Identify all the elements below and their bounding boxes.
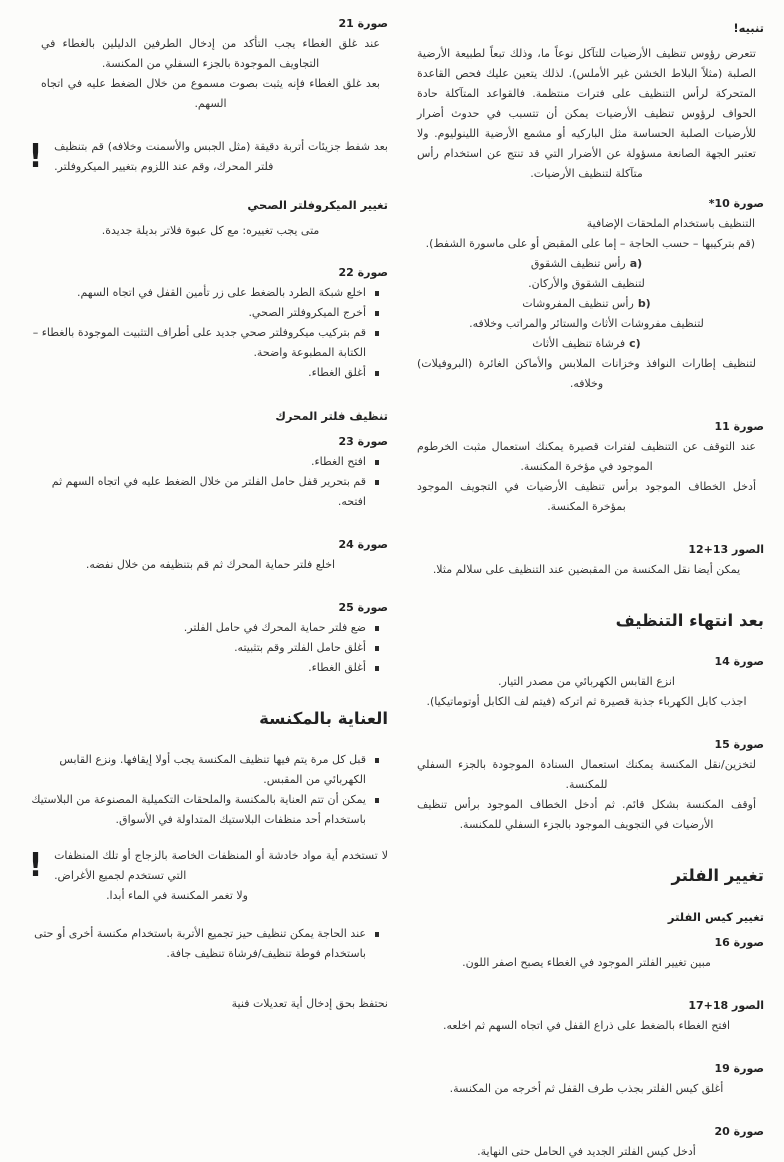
body-paragraph: تتعرض رؤوس تنظيف الأرضيات للتآكل نوعاً ما، وذلك تبعاً لطبيعة الأرضية الصلبة (مثلاً البلاط الخشن غير الأملس). لذلك يتعين عليك فحص القاعدة المتحركة لرأس التنظيف على فترات منتظمة. فالقواعد المتآكلة حادة الحواف لرؤوس تنظيف الأرضيات يمكن أن تتسبب في حدوث أضرار للأرضيات الصلبة الحساسة مثل الباركيه أو مشمع الأرضية اللينوليوم. ولا تعتبر الجهة الصانعة مسؤولة عن الأضرار التي قد تنتج عن استخدام رأس متآكلة لتنظيف الأرضيات. <box>417 47 756 180</box>
accessory-title: رأس تنظيف الشقوق <box>530 257 626 270</box>
warning-text <box>54 846 388 906</box>
figure-paragraph: أدخل الخطاف الموجود برأس تنظيف الأرضيات في التجويف الموجود بمؤخرة المكنسة. <box>417 480 756 513</box>
footer-note: نحتفظ بحق إدخال أية تعديلات فنية <box>231 997 388 1010</box>
figure-section <box>404 933 764 973</box>
warning-note <box>28 137 388 177</box>
figure-label: صورة 16 <box>714 936 764 949</box>
figure-section <box>404 540 764 580</box>
figure-label: صورة 19 <box>714 1062 764 1075</box>
accessory-item <box>404 294 764 314</box>
figure-paragraph: أوقف المكنسة بشكل قائم. ثم أدخل الخطاف الموجود برأس تنظيف الأرضيات في التجويف الموجود بالجزء السفلي للمكنسة. <box>417 798 756 831</box>
figure-label: صورة 14 <box>714 655 764 668</box>
subsection-heading: تغيير كيس الفلتر <box>667 910 764 924</box>
figure-intro-line: التنظيف باستخدام الملحقات الإضافية <box>586 217 755 230</box>
bullet-item: عند الحاجة يمكن تنظيف حيز تجميع الأتربة باستخدام مكنسة أخرى أو حتى باستخدام فوطة تنظيف/فرشاة تنظيف جافة. <box>28 924 379 964</box>
section-heading: تغيير الفلتر <box>671 866 764 885</box>
subsection-heading: تنظيف فلتر المحرك <box>275 409 388 423</box>
section-heading: بعد انتهاء التنظيف <box>615 611 764 630</box>
bullet-item: قبل كل مرة يتم فيها تنظيف المكنسة يجب أولا إيقافها. ونزع القابس الكهربائي من المقبس. <box>28 750 379 790</box>
bullet-item: اخلع شبكة الطرد بالضغط على زر تأمين القفل في اتجاه السهم. <box>28 283 379 303</box>
figure-label: صورة 25 <box>338 601 388 614</box>
figure-paragraph: انزع القابس الكهربائي من مصدر التيار. <box>498 675 675 688</box>
warning-line: لا تستخدم أية مواد خادشة أو المنظفات الخاصة بالزجاج أو تلك المنظفات التي تستخدم لجميع الأغراض. <box>54 849 388 882</box>
accessory-desc: لتنظيف مفروشات الأثاث والستائر والمراتب وخلافه. <box>469 317 704 330</box>
accessory-title: رأس تنظيف المفروشات <box>522 297 634 310</box>
figure-label: صورة 24 <box>338 538 388 551</box>
bullet-item: قم بتركيب ميكروفلتر صحي جديد على أطراف التثبيت الموجودة بالغطاء – الكتابة المطبوعة واضحة. <box>28 323 379 363</box>
bullet-item: أغلق الغطاء. <box>28 658 379 678</box>
figure-label: الصور 18+17 <box>688 999 764 1012</box>
figure-section <box>28 535 388 575</box>
bullet-item: أخرج الميكروفلتر الصحي. <box>28 303 379 323</box>
figure-paragraph: مبين تغيير الفلتر الموجود في الغطاء يصبح اصفر اللون. <box>462 956 711 969</box>
figure-label: صورة 10* <box>708 197 764 210</box>
figure-section <box>404 735 764 835</box>
accessory-desc: لتنظيف إطارات النوافذ وخزانات الملابس والأماكن الغائرة (البروفيلات) وخلافه. <box>417 357 756 390</box>
figure-paragraph: أغلق كيس الفلتر بجذب طرف القفل ثم أخرجه من المكنسة. <box>449 1082 724 1095</box>
accessory-letter: a) <box>629 257 643 270</box>
bullet-group <box>28 750 388 830</box>
figure-label: صورة 23 <box>338 435 388 448</box>
figure-section <box>28 432 388 512</box>
figure-paragraph: اجذب كابل الكهرباء جذبة قصيرة ثم اتركه (فيتم لف الكابل أوتوماتيكيا). <box>426 695 747 708</box>
bullet-item: قم بتحرير قفل حامل الفلتر من خلال الضغط عليه في اتجاه السهم ثم افتحه. <box>28 472 379 512</box>
bullet-item: يمكن أن تتم العناية بالمكنسة والملحقات التكميلية المصنوعة من البلاستيك باستخدام أحد منظفات البلاستيك المتداولة في الأسواق. <box>28 790 379 830</box>
figure-bullet-list <box>28 618 388 678</box>
figure-label: صورة 20 <box>714 1125 764 1138</box>
figure-label: الصور 13+12 <box>688 543 764 556</box>
figure-section <box>404 652 764 712</box>
subsection-heading: تغيير الميكروفلتر الصحي <box>247 198 388 212</box>
figure-label: صورة 22 <box>338 266 388 279</box>
figure-bullet-list <box>28 452 388 512</box>
figure-section <box>28 14 388 114</box>
figure-paragraph: افتح الغطاء بالضغط على ذراع القفل في اتجاه السهم ثم اخلعه. <box>442 1019 731 1032</box>
accessory-item <box>404 334 764 354</box>
figure-paragraph: أدخل كيس الفلتر الجديد في الحامل حتى النهاية. <box>477 1145 696 1158</box>
warning-line: ولا تغمر المكنسة في الماء أبدا. <box>106 889 248 902</box>
bullet-list <box>28 924 388 964</box>
figure-section <box>404 1059 764 1099</box>
figure-paragraph: اخلع فلتر حماية المحرك ثم قم بتنظيفه من خلال نفضه. <box>85 558 336 571</box>
warning-text <box>54 137 388 177</box>
figure-section <box>404 417 764 517</box>
subsection-heading: تنبيه! <box>733 21 764 35</box>
column-left <box>28 14 388 1110</box>
bullet-item: افتح الغطاء. <box>28 452 379 472</box>
exclamation-icon: ! <box>28 136 43 175</box>
body-paragraph: متى يجب تغييره: مع كل عبوة فلاتر بديلة جديدة. <box>101 224 320 237</box>
figure-paragraph: عند التوقف عن التنظيف لفترات قصيرة يمكنك استعمال مثبت الخرطوم الموجود في مؤخرة المكنسة. <box>417 440 756 473</box>
figure-section <box>404 996 764 1036</box>
accessory-letter: b) <box>637 297 651 310</box>
section-heading: العناية بالمكنسة <box>259 709 388 728</box>
figure-label: صورة 11 <box>714 420 764 433</box>
figure-paragraph: عند غلق الغطاء يجب التأكد من إدخال الطرفين الدليلين بالغطاء في التجاويف الموجودة بالجزء السفلي من المكنسة. <box>41 37 380 70</box>
figure-intro-line: (قم بتركيبها – حسب الحاجة – إما على المقبض أو على ماسورة الشفط). <box>425 237 755 250</box>
figure-section <box>404 1122 764 1162</box>
accessory-desc: لتنظيف الشقوق والأركان. <box>528 277 645 290</box>
warning-line: بعد شفط جزيئات أتربة دقيقة (مثل الجبس والأسمنت وخلافه) قم بتنظيف فلتر المحرك، وقم عند اللزوم بتغيير الميكروفلتر. <box>54 140 388 173</box>
accessory-title: فرشاة تنظيف الأثاث <box>532 337 626 350</box>
exclamation-icon: ! <box>28 845 43 884</box>
figure-bullet-list <box>28 283 388 383</box>
figure-section <box>404 194 764 394</box>
figure-paragraph: لتخزين/نقل المكنسة يمكنك استعمال السنادة الموجودة بالجزء السفلي للمكنسة. <box>417 758 756 791</box>
figure-section <box>28 263 388 383</box>
bullet-item: أغلق حامل الفلتر وقم بتثبيته. <box>28 638 379 658</box>
figure-section <box>28 598 388 678</box>
figure-paragraph: بعد غلق الغطاء فإنه يثبت بصوت مسموع من خلال الضغط عليه في اتجاه السهم. <box>41 77 380 110</box>
column-right <box>404 14 764 1158</box>
accessory-item <box>404 254 764 274</box>
figure-label: صورة 21 <box>338 17 388 30</box>
bullet-list <box>28 750 388 830</box>
warning-note <box>28 846 388 906</box>
figure-paragraph: يمكن أيضا نقل المكنسة من المقبضين عند التنظيف على سلالم مثلا. <box>432 563 741 576</box>
bullet-item: ضع فلتر حماية المحرك في حامل الفلتر. <box>28 618 379 638</box>
bullet-group <box>28 924 388 964</box>
accessory-letter: c) <box>629 337 641 350</box>
bullet-item: أغلق الغطاء. <box>28 363 379 383</box>
figure-label: صورة 15 <box>714 738 764 751</box>
